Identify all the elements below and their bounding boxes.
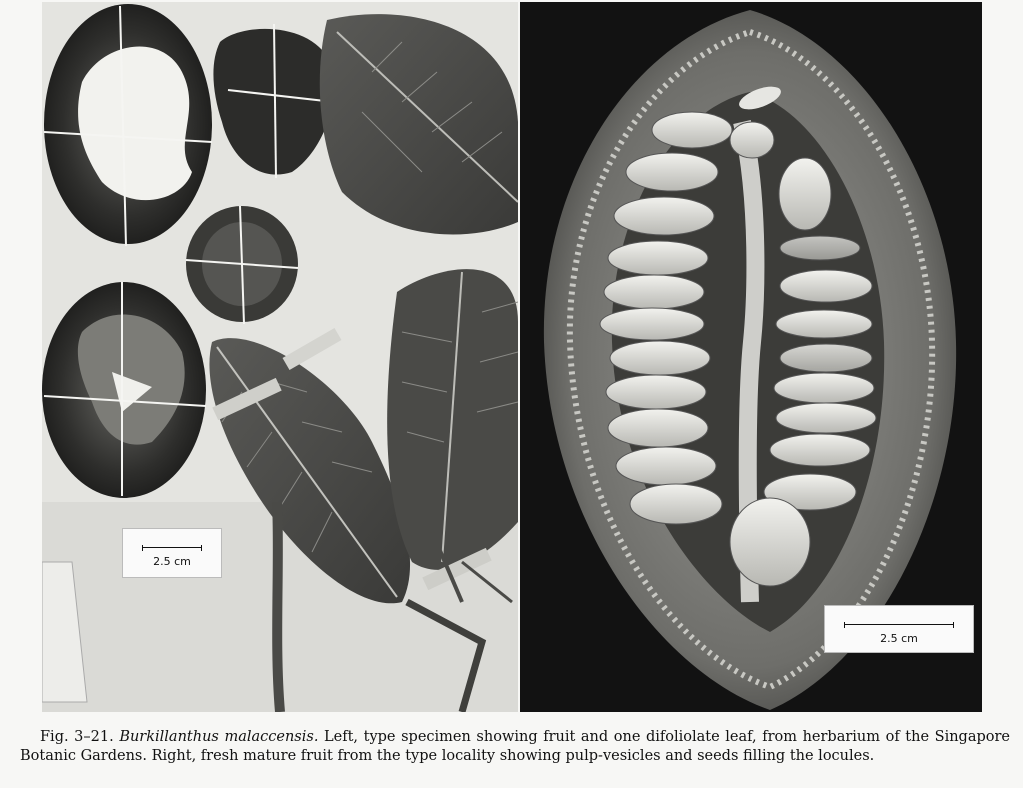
figure-plate (42, 2, 982, 712)
figure-number: Fig. 3–21. (40, 729, 114, 745)
scale-bar-line (142, 545, 202, 551)
herbarium-specimen-illustration (42, 2, 518, 712)
caption-text: Left, type specimen showing fruit and one difoliolate leaf, from herbarium of the Singapore Botanic Gardens. Right, fresh mature fruit from the type locality showing pulp-vesicles and seeds filling the locules. (20, 729, 1010, 764)
scale-bar-left (122, 528, 222, 578)
figure-caption (20, 728, 1010, 766)
scale-bar-right (824, 605, 974, 653)
scale-bar-label: 2.5 cm (153, 555, 191, 568)
scale-bar-label: 2.5 cm (880, 632, 918, 645)
species-name: Burkillanthus malaccensis. (119, 729, 319, 745)
herbarium-specimen-photo (42, 2, 518, 712)
fresh-fruit-photo (520, 2, 982, 712)
scale-bar-line (844, 622, 954, 628)
half-fruit-bottom-left (42, 282, 206, 498)
